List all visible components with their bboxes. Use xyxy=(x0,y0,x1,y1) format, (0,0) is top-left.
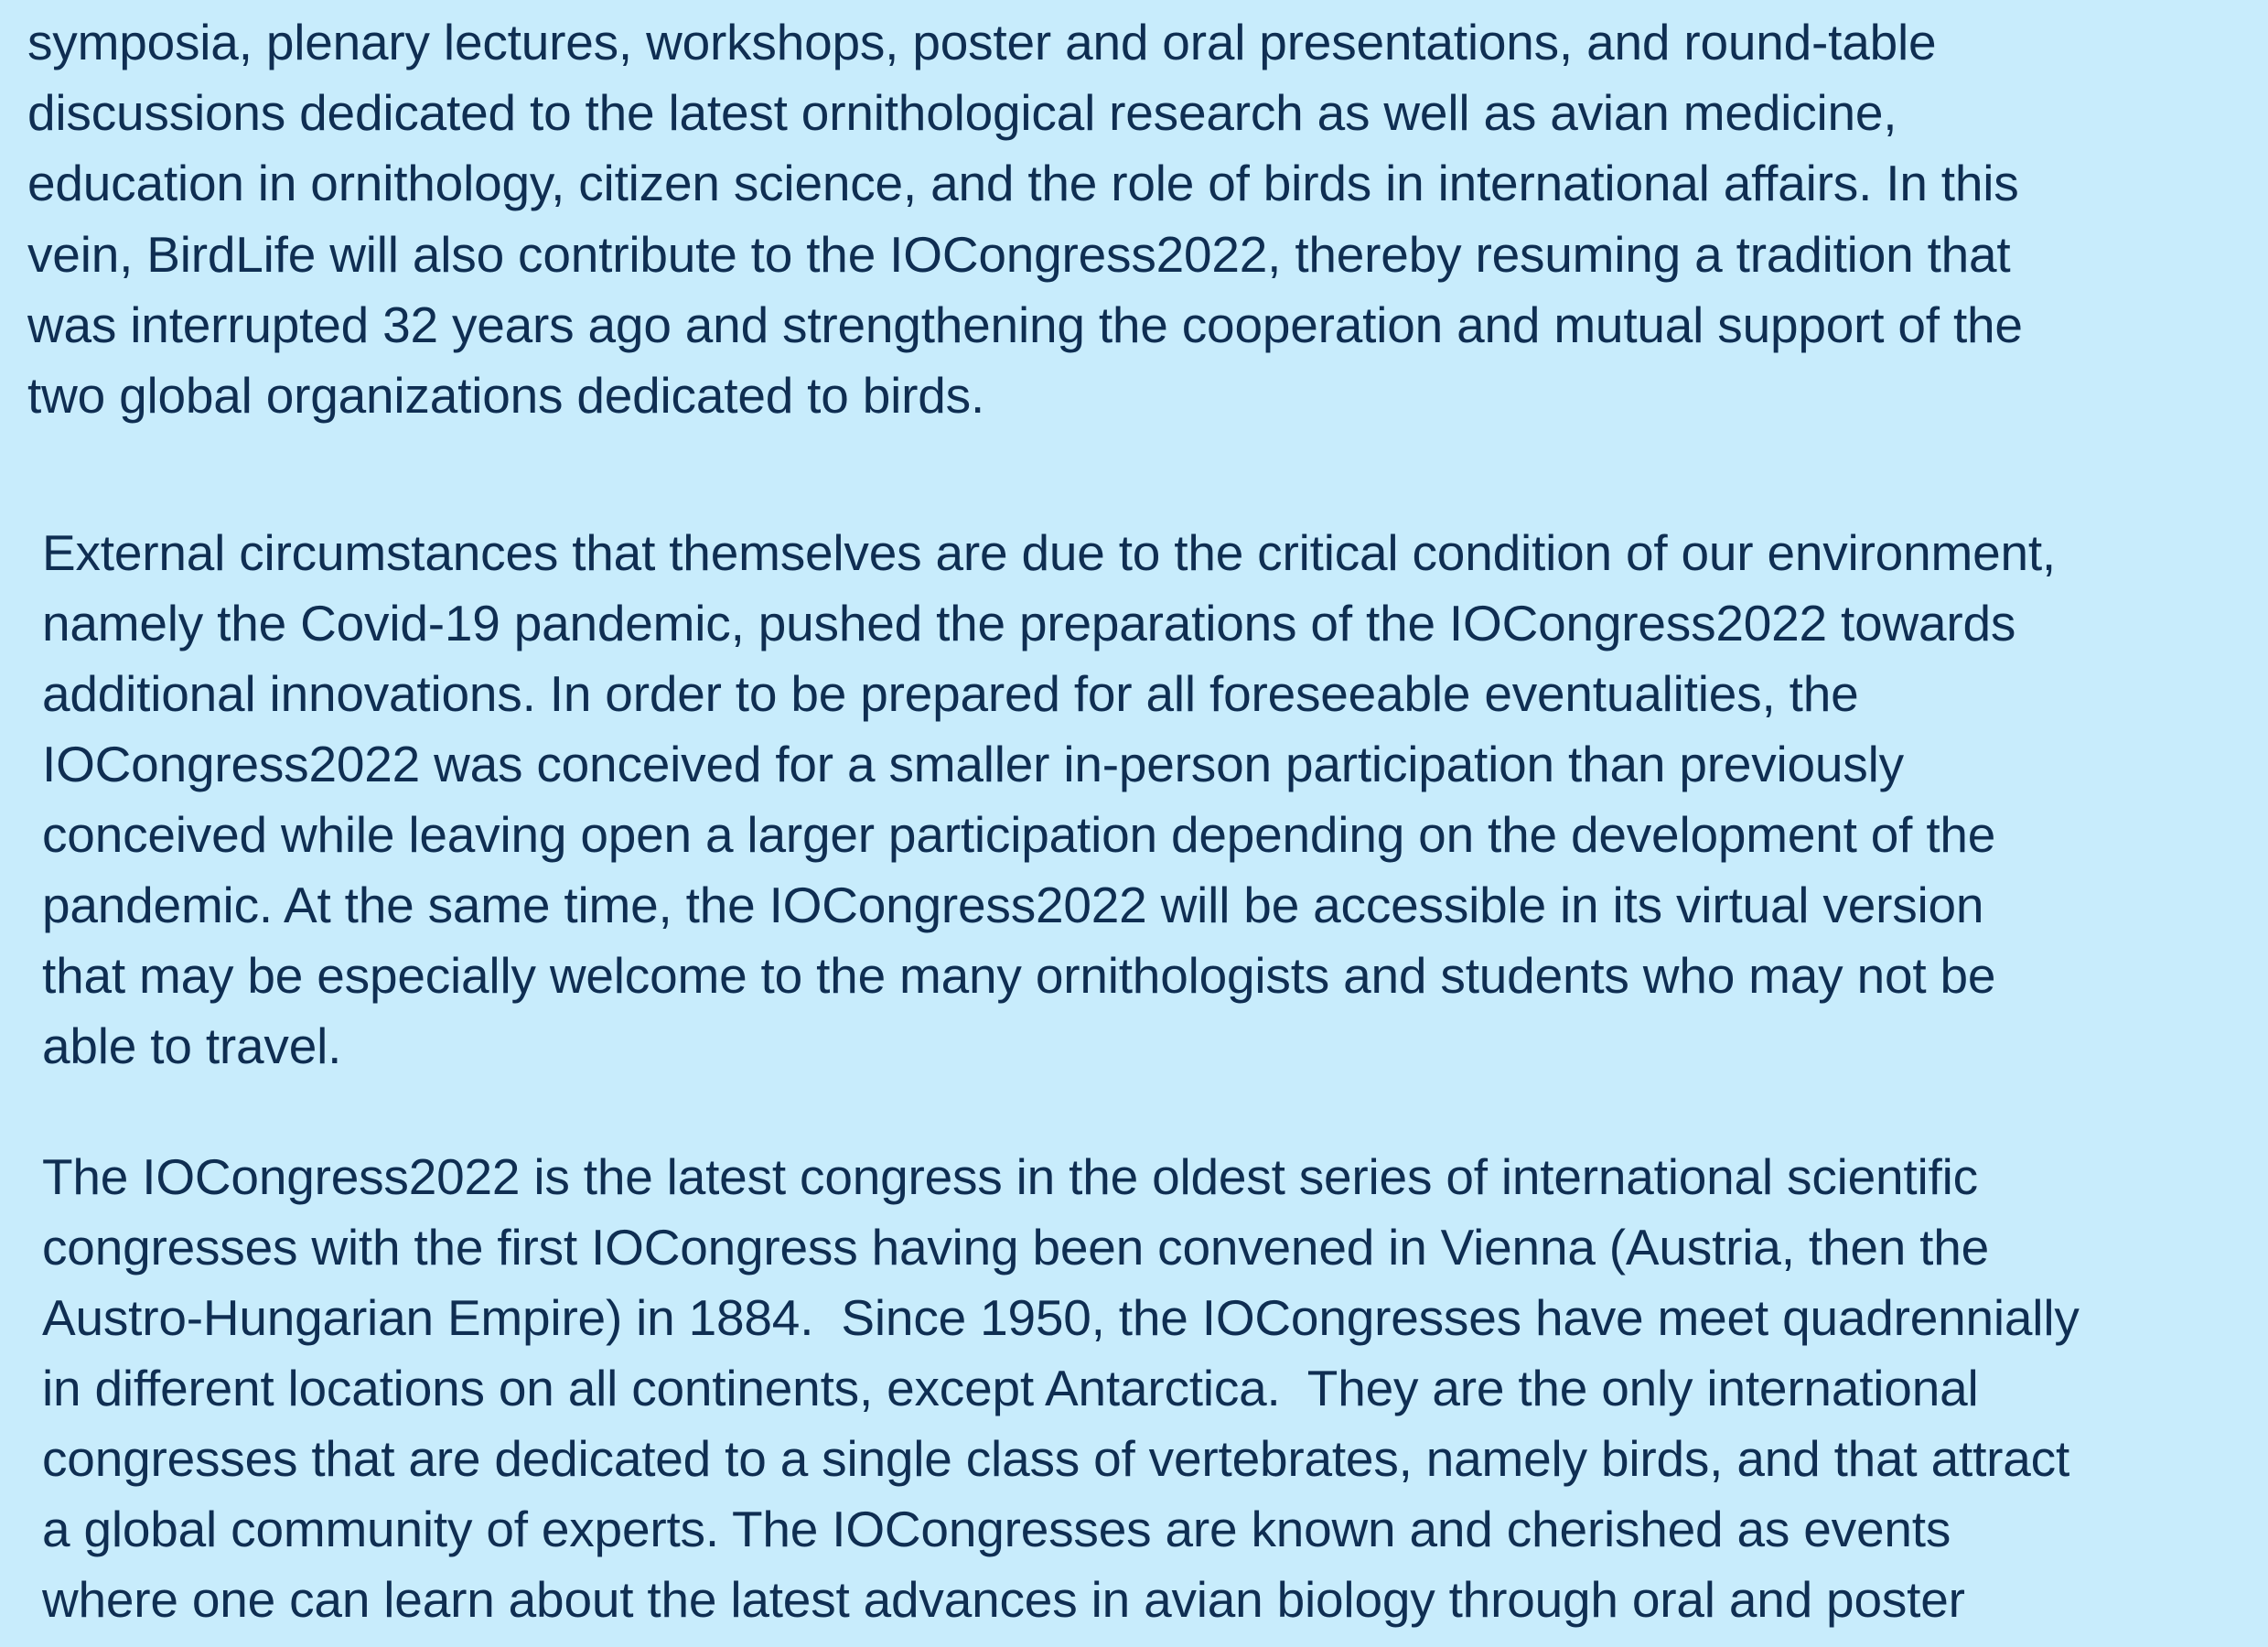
text-line: vein, BirdLife will also contribute to the IOCongress2022, thereby resuming a tradition that xyxy=(27,226,2011,283)
text-line: in different locations on all continents, except Antarctica. They are the only international xyxy=(42,1360,1979,1416)
text-line: symposia, plenary lectures, workshops, poster and oral presentations, and round-table xyxy=(27,14,1937,70)
text-line: namely the Covid-19 pandemic, pushed the preparations of the IOCongress2022 towards xyxy=(42,595,2016,651)
text-line: pandemic. At the same time, the IOCongress2022 will be accessible in its virtual version xyxy=(42,877,1984,933)
text-line: discussions dedicated to the latest ornithological research as well as avian medicine, xyxy=(27,84,1897,141)
text-line: a global community of experts. The IOCongresses are known and cherished as events xyxy=(42,1501,1951,1557)
text-line: congresses with the first IOCongress having been convened in Vienna (Austria, then the xyxy=(42,1219,1990,1276)
text-line: IOCongress2022 was conceived for a smaller in-person participation than previously xyxy=(42,736,1904,792)
text-line: Austro-Hungarian Empire) in 1884. Since 1950, the IOCongresses have meet quadrennially xyxy=(42,1289,2080,1346)
text-line: additional innovations. In order to be prepared for all foreseeable eventualities, the xyxy=(42,665,1859,722)
text-line: able to travel. xyxy=(42,1017,342,1074)
text-line: where one can learn about the latest advances in avian biology through oral and poster xyxy=(42,1571,1965,1628)
text-line: that may be especially welcome to the many ornithologists and students who may not be xyxy=(42,947,1996,1004)
text-line: congresses that are dedicated to a single class of vertebrates, namely birds, and that attract xyxy=(42,1430,2070,1487)
text-line: was interrupted 32 years ago and strengthening the cooperation and mutual support of the xyxy=(27,296,2023,353)
text-line: The IOCongress2022 is the latest congress in the oldest series of international scientific xyxy=(42,1148,1978,1205)
text-line: education in ornithology, citizen science, and the role of birds in international affairs. In this xyxy=(27,155,2019,211)
text-line: two global organizations dedicated to birds. xyxy=(27,367,985,424)
text-line: External circumstances that themselves are due to the critical condition of our environment, xyxy=(42,524,2057,581)
text-line: conceived while leaving open a larger participation depending on the development of the xyxy=(42,806,1996,863)
